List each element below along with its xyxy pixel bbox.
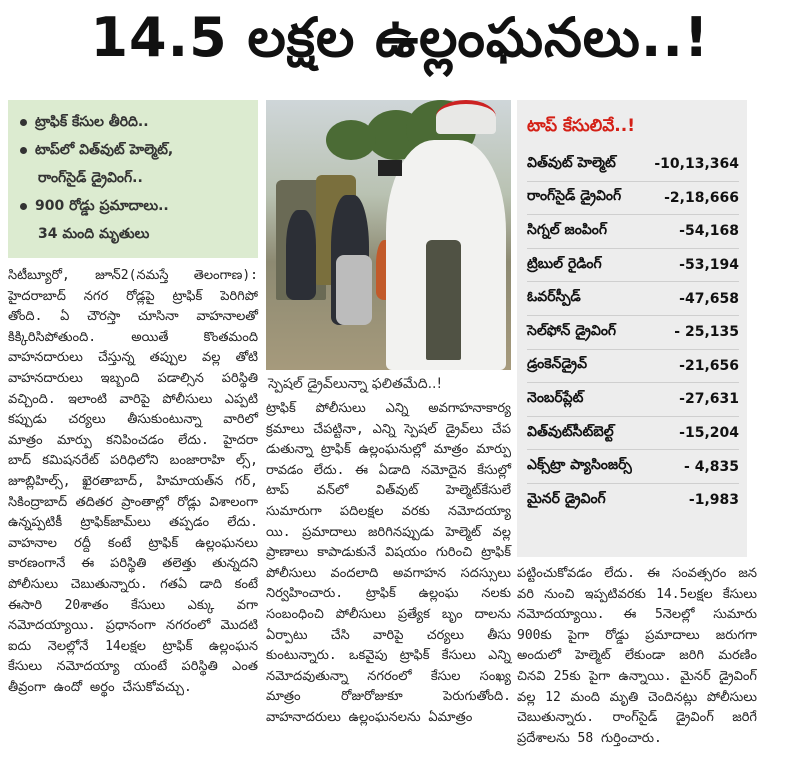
article-text-col2: ట్రాఫిక్ పోలీసులు ఎన్ని అవగాహనాకార్య క్రమాలు చేపట్టినా, ఎన్ని స్పెషల్ డ్రైవ్‌లు చేప డుతున్నా ట్రాఫిక్ ఉల్లంఘనుల్లో మాత్రం మార్పు రావడం లేదు. ఈ ఏడాది నమోదైన కేసుల్లో టాప్ వన్‌లో విత్‌వుట్ హెల్మెట్‌కేసులే సుమారుగా పదిలక్షల వరకు నమోదయ్యా యి. ప్రమాదాలు జరిగినప్పుడు హెల్మెట్ వల్ల ప్రాణాలు కాపాడుకునే విషయం గురించి ట్రాఫిక్ పోలీసులు వందలాది అవగాహన సదస్సులు నిర్వహించారు. ట్రాఫిక్ ఉల్లంఘ నలకు సంబంధించి పోలీసులు ప్రత్యేక బృం దాలను ఏర్పాటు చేసి వారిపై చర్యలు తీసు కుంటున్నారు. ఒకవైపు ట్రాఫిక్ కేసులు ఎన్ని నమోదవుతున్నా నగరంలో కేసుల సంఖ్య మాత్రం రోజురోజుకూ పెరుగుతోంది. వాహనాదరులు ఉల్లంఘనలను ఏమాత్రం	[266, 401, 511, 725]
summary-item-deaths: 34 మంది మృతులు	[38, 226, 150, 242]
case-row: నెంబర్‌ప్లేట్ -27,631	[527, 383, 739, 417]
summary-item-top-cont: రాంగ్‌సైడ్ డ్రైవింగ్..	[38, 170, 143, 186]
case-row: మైనర్ డ్రైవింగ్ -1,983	[527, 490, 739, 509]
case-row: విత్‌వుట్‌సీట్‌బెల్ట్ -15,204	[527, 417, 739, 451]
summary-item-traffic-cases: ట్రాఫిక్ కేసుల తీరిది..	[20, 108, 250, 136]
case-row: విత్‌వుట్ హెల్మెట్ -10,13,364	[527, 148, 739, 182]
case-row: సెల్‌ఫోన్ డ్రైవింగ్ - 25,135	[527, 316, 739, 350]
bullet-icon	[20, 147, 27, 154]
left-column	[8, 100, 258, 698]
case-row: రాంగ్‌సైడ్ డ్రైవింగ్ -2,18,666	[527, 182, 739, 216]
top-cases-box	[517, 100, 747, 557]
case-row: ఓవర్‌స్పీడ్ -47,658	[527, 282, 739, 316]
traffic-police-photo	[266, 100, 511, 370]
bullet-icon	[20, 119, 27, 126]
case-row: ట్రిబుల్ రైడింగ్ -53,194	[527, 249, 739, 283]
top-cases-list	[527, 148, 739, 517]
headline: 14.5 లక్షల ఉల్లంఘనలు..!	[90, 5, 710, 69]
case-row: ఎక్స్‌ట్రా ప్యాసింజర్స్ - 4,835	[527, 450, 739, 484]
top-cases-title: టాప్ కేసులివే..!	[527, 116, 635, 136]
case-row: డ్రంకెన్‌డ్రైవ్ -21,656	[527, 350, 739, 384]
summary-item-top: టాప్‌లో విత్‌వుట్ హెల్మెట్,	[20, 136, 250, 164]
bullet-icon	[20, 203, 27, 210]
right-column-text	[517, 564, 757, 749]
photo-caption: స్పెషల్ డ్రైవ్‌లున్నా ఫలితమేది..!	[268, 376, 443, 392]
summary-box	[8, 100, 258, 258]
case-row: సిగ్నల్ జంపింగ్ -54,168	[527, 215, 739, 249]
summary-item-accidents: 900 రోడ్డు ప్రమాదాలు..	[20, 192, 250, 220]
middle-column	[266, 100, 511, 729]
article-text-col1: సిటీబ్యూరో, జూన్2(నమస్తే తెలంగాణ): హైదరాబాద్ నగర రోడ్లపై ట్రాఫిక్ పెరిగిపో తోంది. ఏ చౌరస్తా చూసినా వాహనాలతో కిక్కిరిసిపోతుంది. అయితే కొంతమంది వాహనదారులు చేస్తున్న తప్పుల వల్ల తోటి వాహనదారులు ఇబ్బంది పడాల్సిన పరిస్థితి వచ్చింది. ఇలాంటి వారిపై పోలీసులు ఎప్పటి కప్పుడు చర్యలు తీసుకుంటున్నా వారిలో మాత్రం మార్పు కనిపించడం లేదు. హైదరా బాద్ కమిషనరేట్ పరిధిలోని బంజారాహి ల్స్, జూబ్లిహిల్స్, ఖైరతాబాద్, హిమాయత్‌న గర్, సికింద్రాబాద్ తదితర ప్రాంతాల్లో రోడ్లు విశాలంగా ఉన్నప్పటికీ ట్రాఫిక్‌జామ్‌లు తప్పడం లేదు. వాహనాల రద్దీ కంటే ట్రాఫిక్ ఉల్లంఘనలు కారణంగానే ఈ పరిస్థితి తలెత్తు తున్నదని పోలీసులు చెబుతున్నారు. గతఏ డాది కంటే ఈసారి 20శాతం కేసులు ఎక్కు వగా నమోదయ్యాయి. ప్రధానంగా నగరంలో మొదటి ఐదు నెలల్లోనే 14లక్షల ట్రాఫిక్ ఉల్లంఘన కేసులు నమోదయ్యా యంటే పరిస్థితి ఎంత తీవ్రంగా ఉందో అర్థం చేసుకోవచ్చు.	[8, 268, 258, 695]
article-text-col3: పట్టించుకోవడం లేదు. ఈ సంవత్సరం జన వరి నుంచి ఇప్పటివరకు 14.5లక్షల కేసులు నమోదయ్యాయి. ఈ 5నెలల్లో సుమారు 900కు పైగా రోడ్డు ప్రమాదాలు జరుగగా అందులో హెల్మెట్ లేకుండా జరిగి మరణిం చినవి 25కు పైగా ఉన్నాయి. మైనర్ డ్రైవింగ్ వల్ల 12 మంది మృతి చెందినట్లు పోలీసులు చెబుతున్నారు. రాంగ్‌సైడ్ డ్రైవింగ్ జరిగే ప్రదేశాలను 58 గుర్తించారు.	[517, 566, 757, 746]
